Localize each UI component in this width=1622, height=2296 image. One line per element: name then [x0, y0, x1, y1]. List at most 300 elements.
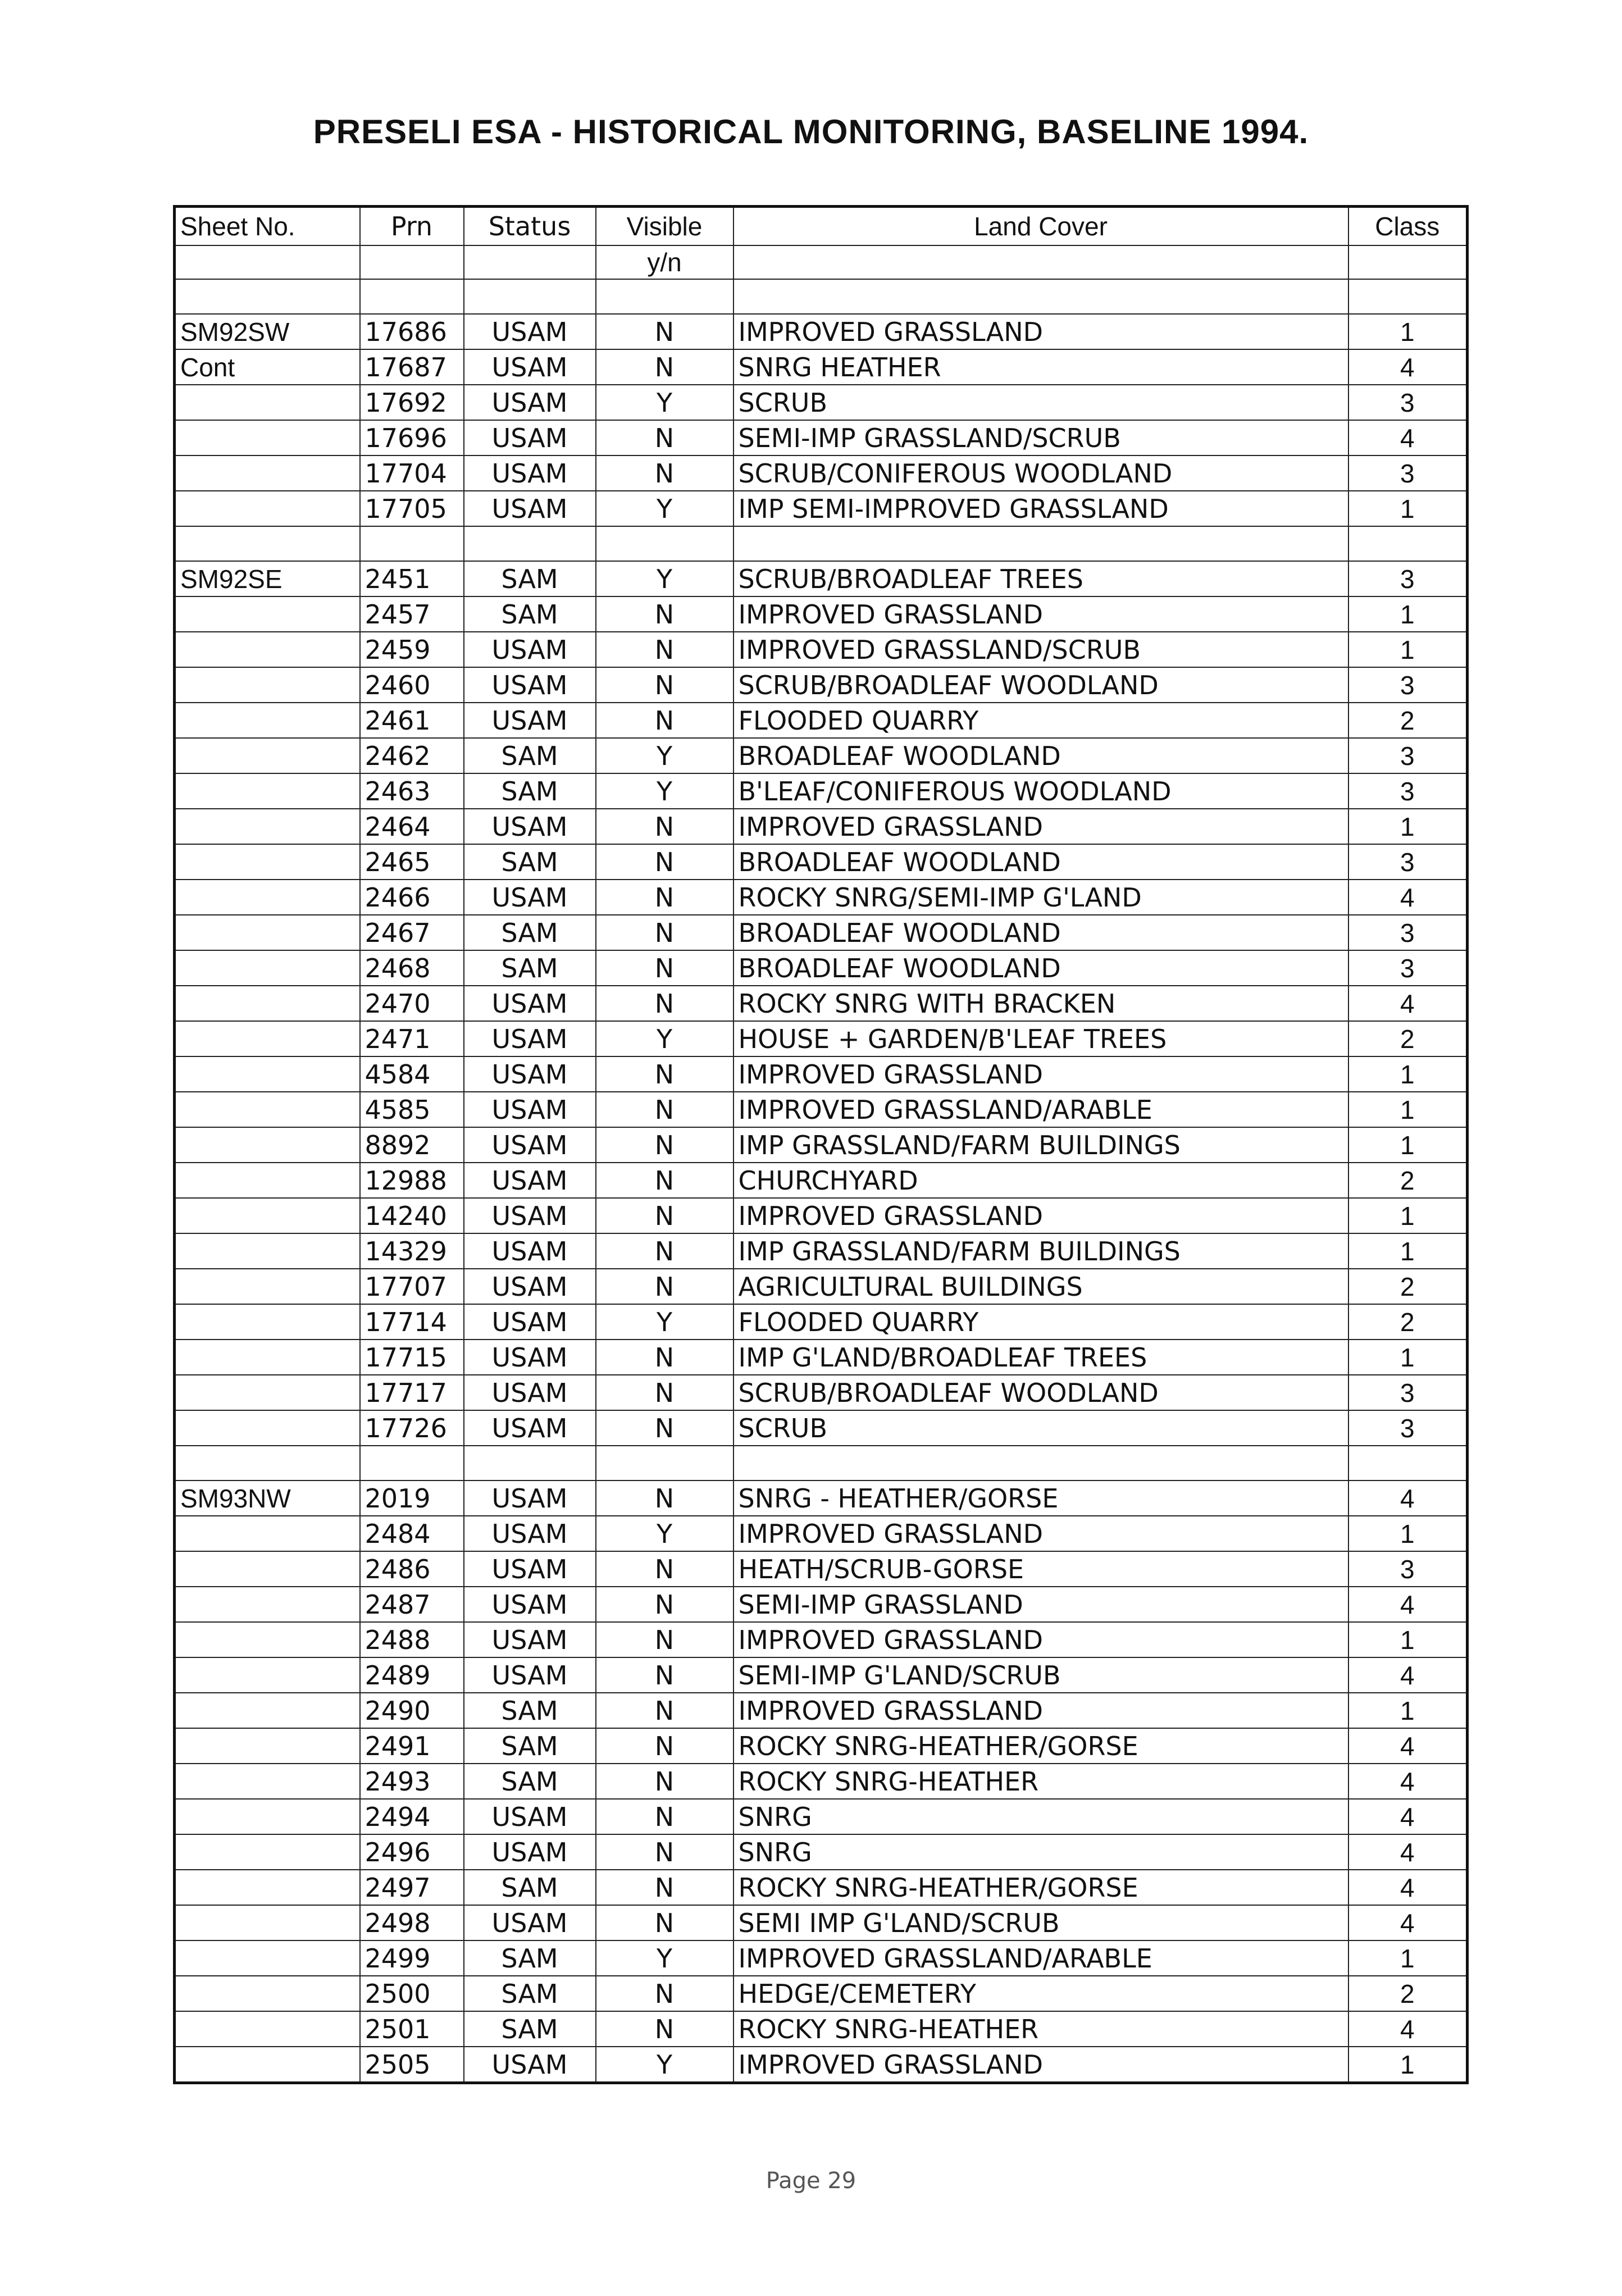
cell-visible: N [596, 1799, 733, 1834]
cell-visible: N [596, 1728, 733, 1764]
cell-sheet-no [175, 773, 360, 809]
cell-visible: N [596, 915, 733, 950]
cell-status: SAM [464, 773, 596, 809]
header-class: Class [1348, 207, 1468, 246]
cell-class: 3 [1348, 773, 1468, 809]
cell-land-cover: B'LEAF/CONIFEROUS WOODLAND [733, 773, 1348, 809]
cell-visible: N [596, 1834, 733, 1870]
cell-status: USAM [464, 1551, 596, 1587]
cell-land-cover: ROCKY SNRG-HEATHER/GORSE [733, 1870, 1348, 1905]
cell-land-cover: SNRG - HEATHER/GORSE [733, 1480, 1348, 1516]
cell-prn: 2494 [360, 1799, 464, 1834]
table-row [175, 1622, 1468, 1657]
cell-visible: N [596, 1587, 733, 1622]
cell-prn: 4585 [360, 1092, 464, 1127]
cell-sheet-no [175, 1551, 360, 1587]
cell-land-cover: BROADLEAF WOODLAND [733, 950, 1348, 986]
cell-status: SAM [464, 1976, 596, 2011]
cell-class: 3 [1348, 385, 1468, 420]
table-row [175, 1728, 1468, 1764]
cell-prn: 2462 [360, 738, 464, 773]
cell-prn: 14329 [360, 1233, 464, 1269]
cell-status: SAM [464, 915, 596, 950]
cell-visible: N [596, 703, 733, 738]
cell-sheet-no [175, 1657, 360, 1693]
cell-prn: 17696 [360, 420, 464, 455]
page-number: Page 29 [766, 2168, 856, 2194]
table-row [175, 385, 1468, 420]
spacer-cell [464, 1446, 596, 1480]
cell-class: 3 [1348, 561, 1468, 596]
cell-class: 1 [1348, 1198, 1468, 1233]
cell-status: USAM [464, 1304, 596, 1340]
cell-status: USAM [464, 1340, 596, 1375]
cell-land-cover: ROCKY SNRG-HEATHER [733, 1764, 1348, 1799]
cell-prn: 17692 [360, 385, 464, 420]
cell-sheet-no [175, 1799, 360, 1834]
cell-sheet-no [175, 1092, 360, 1127]
cell-visible: N [596, 1269, 733, 1304]
cell-land-cover: SNRG [733, 1834, 1348, 1870]
cell-status: USAM [464, 491, 596, 526]
spacer-cell [596, 279, 733, 314]
cell-visible: N [596, 1127, 733, 1163]
cell-sheet-no [175, 1834, 360, 1870]
table-row [175, 1340, 1468, 1375]
cell-status: SAM [464, 1728, 596, 1764]
cell-sheet-no [175, 1375, 360, 1410]
cell-prn: 2493 [360, 1764, 464, 1799]
cell-prn: 4584 [360, 1056, 464, 1092]
cell-visible: N [596, 1480, 733, 1516]
cell-sheet-no: SM92SW [175, 314, 360, 349]
cell-prn: 2499 [360, 1940, 464, 1976]
header-status: Status [464, 207, 596, 246]
header-sub-empty [1348, 245, 1468, 279]
table-row [175, 773, 1468, 809]
cell-prn: 2500 [360, 1976, 464, 2011]
table-row [175, 1021, 1468, 1056]
cell-class: 1 [1348, 314, 1468, 349]
table-row [175, 1233, 1468, 1269]
cell-status: USAM [464, 1905, 596, 1940]
header-sub-empty [175, 245, 360, 279]
cell-prn: 17726 [360, 1410, 464, 1446]
cell-sheet-no [175, 1127, 360, 1163]
cell-visible: N [596, 596, 733, 632]
cell-land-cover: SNRG HEATHER [733, 349, 1348, 385]
table-row [175, 1657, 1468, 1693]
cell-sheet-no [175, 880, 360, 915]
cell-status: USAM [464, 349, 596, 385]
header-sheet-no: Sheet No. [175, 207, 360, 246]
cell-visible: N [596, 1092, 733, 1127]
cell-sheet-no [175, 1728, 360, 1764]
table-row [175, 1163, 1468, 1198]
cell-visible: Y [596, 1940, 733, 1976]
cell-sheet-no [175, 420, 360, 455]
page-title: PRESELI ESA - HISTORICAL MONITORING, BASELINE 1994. [313, 113, 1309, 151]
table-row [175, 561, 1468, 596]
cell-class: 4 [1348, 1905, 1468, 1940]
cell-sheet-no [175, 596, 360, 632]
header-sub-empty [464, 245, 596, 279]
cell-class: 3 [1348, 844, 1468, 880]
cell-visible: N [596, 1622, 733, 1657]
cell-sheet-no [175, 1764, 360, 1799]
cell-prn: 2460 [360, 667, 464, 703]
cell-sheet-no: Cont [175, 349, 360, 385]
cell-status: SAM [464, 950, 596, 986]
cell-prn: 2491 [360, 1728, 464, 1764]
cell-land-cover: CHURCHYARD [733, 1163, 1348, 1198]
cell-status: USAM [464, 632, 596, 667]
cell-land-cover: AGRICULTURAL BUILDINGS [733, 1269, 1348, 1304]
cell-visible: Y [596, 2047, 733, 2083]
cell-status: USAM [464, 1375, 596, 1410]
cell-visible: N [596, 667, 733, 703]
cell-visible: N [596, 349, 733, 385]
cell-land-cover: ROCKY SNRG WITH BRACKEN [733, 986, 1348, 1021]
table-row [175, 491, 1468, 526]
cell-class: 3 [1348, 1551, 1468, 1587]
table-row [175, 809, 1468, 844]
cell-status: USAM [464, 1587, 596, 1622]
cell-prn: 17704 [360, 455, 464, 491]
cell-sheet-no [175, 1021, 360, 1056]
cell-prn: 2464 [360, 809, 464, 844]
cell-class: 3 [1348, 915, 1468, 950]
table-row [175, 986, 1468, 1021]
cell-status: USAM [464, 1233, 596, 1269]
cell-visible: Y [596, 561, 733, 596]
cell-prn: 2501 [360, 2011, 464, 2047]
cell-land-cover: FLOODED QUARRY [733, 703, 1348, 738]
cell-land-cover: SEMI-IMP GRASSLAND [733, 1587, 1348, 1622]
cell-status: USAM [464, 1198, 596, 1233]
cell-land-cover: ROCKY SNRG/SEMI-IMP G'LAND [733, 880, 1348, 915]
cell-land-cover: IMP SEMI-IMPROVED GRASSLAND [733, 491, 1348, 526]
cell-status: USAM [464, 1092, 596, 1127]
cell-status: USAM [464, 986, 596, 1021]
cell-sheet-no [175, 950, 360, 986]
table-row [175, 1940, 1468, 1976]
cell-visible: N [596, 1693, 733, 1728]
cell-sheet-no [175, 986, 360, 1021]
spacer-cell [175, 279, 360, 314]
spacer-cell [464, 279, 596, 314]
cell-visible: N [596, 632, 733, 667]
cell-sheet-no [175, 1976, 360, 2011]
cell-land-cover: IMPROVED GRASSLAND [733, 1056, 1348, 1092]
cell-status: USAM [464, 667, 596, 703]
cell-prn: 2457 [360, 596, 464, 632]
header-visible-sub: y/n [596, 245, 733, 279]
cell-visible: N [596, 1976, 733, 2011]
cell-class: 3 [1348, 1410, 1468, 1446]
cell-status: USAM [464, 1480, 596, 1516]
table-row [175, 1410, 1468, 1446]
cell-status: USAM [464, 314, 596, 349]
cell-class: 1 [1348, 2047, 1468, 2083]
cell-visible: Y [596, 1021, 733, 1056]
cell-status: SAM [464, 561, 596, 596]
cell-class: 1 [1348, 1092, 1468, 1127]
cell-sheet-no [175, 1198, 360, 1233]
cell-visible: N [596, 455, 733, 491]
cell-land-cover: IMPROVED GRASSLAND [733, 1516, 1348, 1551]
spacer-cell [360, 1446, 464, 1480]
cell-visible: N [596, 420, 733, 455]
cell-sheet-no: SM92SE [175, 561, 360, 596]
header-row-sub [175, 245, 1468, 279]
cell-land-cover: IMP GRASSLAND/FARM BUILDINGS [733, 1233, 1348, 1269]
cell-prn: 2459 [360, 632, 464, 667]
cell-sheet-no [175, 703, 360, 738]
header-row [175, 207, 1468, 246]
cell-class: 4 [1348, 1870, 1468, 1905]
cell-prn: 2451 [360, 561, 464, 596]
cell-class: 4 [1348, 1728, 1468, 1764]
cell-class: 2 [1348, 1976, 1468, 2011]
cell-sheet-no [175, 1693, 360, 1728]
cell-prn: 2466 [360, 880, 464, 915]
spacer-row [175, 279, 1468, 314]
cell-status: USAM [464, 1657, 596, 1693]
cell-sheet-no [175, 915, 360, 950]
cell-status: USAM [464, 385, 596, 420]
spacer-cell [733, 1446, 1348, 1480]
cell-status: SAM [464, 1870, 596, 1905]
cell-prn: 2498 [360, 1905, 464, 1940]
cell-sheet-no [175, 1233, 360, 1269]
header-visible: Visible [596, 207, 733, 246]
spacer-cell [596, 526, 733, 561]
cell-land-cover: HOUSE + GARDEN/B'LEAF TREES [733, 1021, 1348, 1056]
cell-visible: N [596, 1657, 733, 1693]
cell-land-cover: SEMI IMP G'LAND/SCRUB [733, 1905, 1348, 1940]
table-row [175, 1905, 1468, 1940]
table-row [175, 915, 1468, 950]
table-row [175, 844, 1468, 880]
cell-class: 4 [1348, 1657, 1468, 1693]
cell-status: USAM [464, 1834, 596, 1870]
cell-visible: N [596, 1375, 733, 1410]
spacer-cell [464, 526, 596, 561]
cell-status: USAM [464, 455, 596, 491]
spacer-cell [175, 1446, 360, 1480]
cell-land-cover: SEMI-IMP GRASSLAND/SCRUB [733, 420, 1348, 455]
header-sub-empty [733, 245, 1348, 279]
cell-sheet-no [175, 809, 360, 844]
cell-prn: 8892 [360, 1127, 464, 1163]
cell-land-cover: IMPROVED GRASSLAND [733, 1693, 1348, 1728]
cell-visible: N [596, 844, 733, 880]
spacer-row [175, 526, 1468, 561]
cell-status: USAM [464, 1622, 596, 1657]
cell-status: USAM [464, 1269, 596, 1304]
cell-class: 4 [1348, 986, 1468, 1021]
table-row [175, 1834, 1468, 1870]
table-row [175, 596, 1468, 632]
cell-prn: 17707 [360, 1269, 464, 1304]
cell-sheet-no [175, 385, 360, 420]
table-row [175, 667, 1468, 703]
cell-status: SAM [464, 738, 596, 773]
table-row [175, 1764, 1468, 1799]
cell-status: SAM [464, 2011, 596, 2047]
cell-sheet-no [175, 455, 360, 491]
cell-land-cover: IMPROVED GRASSLAND [733, 1622, 1348, 1657]
spacer-cell [1348, 279, 1468, 314]
cell-land-cover: SCRUB/CONIFEROUS WOODLAND [733, 455, 1348, 491]
cell-visible: N [596, 314, 733, 349]
cell-prn: 2463 [360, 773, 464, 809]
cell-visible: N [596, 1410, 733, 1446]
header-land-cover: Land Cover [733, 207, 1348, 246]
cell-prn: 17714 [360, 1304, 464, 1340]
cell-class: 1 [1348, 1127, 1468, 1163]
spacer-cell [175, 526, 360, 561]
cell-status: SAM [464, 1940, 596, 1976]
cell-class: 4 [1348, 1799, 1468, 1834]
table-row [175, 1976, 1468, 2011]
cell-land-cover: BROADLEAF WOODLAND [733, 844, 1348, 880]
cell-class: 3 [1348, 738, 1468, 773]
cell-sheet-no [175, 1340, 360, 1375]
table-row [175, 950, 1468, 986]
table-row [175, 2047, 1468, 2083]
cell-visible: N [596, 880, 733, 915]
cell-status: USAM [464, 1056, 596, 1092]
cell-status: USAM [464, 703, 596, 738]
spacer-cell [360, 526, 464, 561]
spacer-cell [733, 526, 1348, 561]
cell-land-cover: IMPROVED GRASSLAND/ARABLE [733, 1940, 1348, 1976]
cell-visible: N [596, 950, 733, 986]
cell-prn: 2490 [360, 1693, 464, 1728]
cell-status: USAM [464, 420, 596, 455]
cell-visible: N [596, 986, 733, 1021]
cell-land-cover: IMPROVED GRASSLAND [733, 809, 1348, 844]
cell-land-cover: HEDGE/CEMETERY [733, 1976, 1348, 2011]
table-body [175, 279, 1468, 2083]
cell-land-cover: IMPROVED GRASSLAND [733, 596, 1348, 632]
table-row [175, 1092, 1468, 1127]
cell-sheet-no [175, 491, 360, 526]
cell-class: 4 [1348, 1587, 1468, 1622]
cell-land-cover: SCRUB/BROADLEAF TREES [733, 561, 1348, 596]
cell-prn: 2496 [360, 1834, 464, 1870]
spacer-row [175, 1446, 1468, 1480]
spacer-cell [733, 279, 1348, 314]
cell-sheet-no: SM93NW [175, 1480, 360, 1516]
cell-visible: N [596, 1905, 733, 1940]
cell-prn: 2505 [360, 2047, 464, 2083]
cell-class: 1 [1348, 1622, 1468, 1657]
table-row [175, 1375, 1468, 1410]
cell-class: 2 [1348, 1163, 1468, 1198]
cell-land-cover: IMP G'LAND/BROADLEAF TREES [733, 1340, 1348, 1375]
cell-sheet-no [175, 1940, 360, 1976]
cell-prn: 2465 [360, 844, 464, 880]
table-row [175, 1799, 1468, 1834]
cell-class: 2 [1348, 1304, 1468, 1340]
cell-class: 1 [1348, 596, 1468, 632]
table-row [175, 1480, 1468, 1516]
table-row [175, 1516, 1468, 1551]
cell-visible: Y [596, 1304, 733, 1340]
cell-sheet-no [175, 2047, 360, 2083]
cell-sheet-no [175, 844, 360, 880]
cell-prn: 17687 [360, 349, 464, 385]
cell-sheet-no [175, 1516, 360, 1551]
cell-land-cover: ROCKY SNRG-HEATHER [733, 2011, 1348, 2047]
cell-prn: 2497 [360, 1870, 464, 1905]
cell-prn: 2484 [360, 1516, 464, 1551]
cell-visible: N [596, 1340, 733, 1375]
cell-status: SAM [464, 1764, 596, 1799]
table-row [175, 1056, 1468, 1092]
cell-land-cover: IMPROVED GRASSLAND/SCRUB [733, 632, 1348, 667]
table-row [175, 1587, 1468, 1622]
cell-class: 3 [1348, 1375, 1468, 1410]
cell-class: 2 [1348, 1269, 1468, 1304]
cell-status: SAM [464, 1693, 596, 1728]
cell-sheet-no [175, 1870, 360, 1905]
spacer-cell [596, 1446, 733, 1480]
table-row [175, 1304, 1468, 1340]
cell-class: 4 [1348, 1834, 1468, 1870]
cell-visible: N [596, 809, 733, 844]
cell-visible: N [596, 1233, 733, 1269]
table-row [175, 632, 1468, 667]
cell-class: 1 [1348, 809, 1468, 844]
cell-land-cover: IMPROVED GRASSLAND/ARABLE [733, 1092, 1348, 1127]
cell-class: 4 [1348, 1764, 1468, 1799]
cell-sheet-no [175, 1905, 360, 1940]
cell-status: USAM [464, 1799, 596, 1834]
spacer-cell [360, 279, 464, 314]
cell-class: 1 [1348, 491, 1468, 526]
cell-prn: 17715 [360, 1340, 464, 1375]
cell-sheet-no [175, 1410, 360, 1446]
cell-class: 4 [1348, 420, 1468, 455]
cell-sheet-no [175, 1163, 360, 1198]
cell-land-cover: FLOODED QUARRY [733, 1304, 1348, 1340]
table-row [175, 1269, 1468, 1304]
cell-class: 4 [1348, 1480, 1468, 1516]
cell-land-cover: SCRUB [733, 1410, 1348, 1446]
cell-class: 4 [1348, 2011, 1468, 2047]
table-row [175, 1551, 1468, 1587]
cell-visible: Y [596, 738, 733, 773]
cell-prn: 2019 [360, 1480, 464, 1516]
cell-sheet-no [175, 738, 360, 773]
cell-land-cover: IMPROVED GRASSLAND [733, 1198, 1348, 1233]
cell-status: USAM [464, 2047, 596, 2083]
cell-status: USAM [464, 1163, 596, 1198]
cell-class: 1 [1348, 1940, 1468, 1976]
monitoring-table [173, 205, 1469, 2084]
cell-prn: 17705 [360, 491, 464, 526]
table-row [175, 1198, 1468, 1233]
table-row [175, 1127, 1468, 1163]
cell-land-cover: IMP GRASSLAND/FARM BUILDINGS [733, 1127, 1348, 1163]
cell-prn: 2489 [360, 1657, 464, 1693]
table-row [175, 314, 1468, 349]
cell-prn: 17686 [360, 314, 464, 349]
